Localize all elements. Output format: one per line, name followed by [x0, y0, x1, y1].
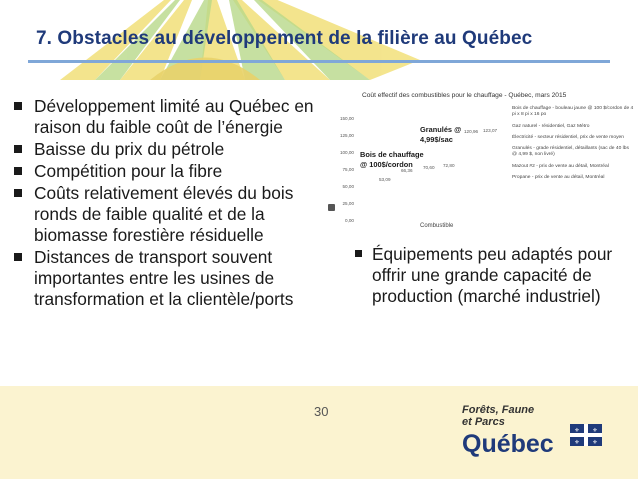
- bullet-item: Baisse du prix du pétrole: [8, 139, 318, 160]
- data-label: 123,07: [483, 128, 498, 133]
- data-label: 120,96: [464, 129, 479, 134]
- bullet-item: Distances de transport souvent importantes entre les usines de transformation et la clientèle/ports: [8, 247, 318, 310]
- y-tick-label: 25,00: [342, 201, 354, 206]
- legend-entry: Granulés - grade résidentiel, détaillants (sac de 40 lbs @ 4,99 $, non livré): [512, 146, 629, 158]
- svg-text:⚜: ⚜: [574, 427, 580, 434]
- data-label: 72,80: [443, 163, 455, 168]
- y-tick-label: 75,00: [342, 167, 354, 172]
- y-tick-label: 100,00: [339, 150, 354, 155]
- ministry-name-line2: et Parcs: [462, 416, 505, 428]
- svg-text:⚜: ⚜: [592, 427, 598, 434]
- y-tick-label: 0,00: [345, 218, 354, 223]
- title-underline: [28, 60, 610, 63]
- legend-entry: Gaz naturel - résidentiel, Gaz Métro: [512, 123, 590, 129]
- bullet-item: Coûts relativement élevés du bois ronds de faible qualité et de la biomasse forestière résiduelle: [8, 183, 318, 246]
- data-label: 53,09: [379, 177, 391, 182]
- quebec-flag-icon: [570, 424, 602, 446]
- quebec-wordmark: Québec: [462, 430, 554, 458]
- fuel-cost-chart: [322, 92, 634, 242]
- data-label: 70,60: [423, 165, 435, 170]
- page-number: 30: [314, 404, 329, 419]
- bullet-item: Équipements peu adaptés pour offrir une grande capacité de production (marché industriel): [354, 244, 614, 307]
- slide-title: 7. Obstacles au développement de la filière au Québec: [36, 28, 533, 49]
- bullet-item: Compétition pour la fibre: [8, 161, 318, 182]
- data-label: 66,36: [401, 168, 413, 173]
- svg-text:⚜: ⚜: [592, 439, 598, 446]
- y-tick-label: 50,00: [342, 184, 354, 189]
- svg-text:⚜: ⚜: [574, 439, 580, 446]
- bullet-item: Développement limité au Québec en raison du faible coût de l’énergie: [8, 96, 318, 138]
- y-tick-label: 150,00: [339, 116, 354, 121]
- legend-entry: Bois de chauffage - bouleau jaune @ 100 $/cordon de 4 pi x 8 pi x 16 po: [512, 106, 634, 118]
- chart-callout: Granulés @ 4,99$/sac: [420, 125, 462, 144]
- chart-title: Coût effectif des combustibles pour le chauffage - Québec, mars 2015: [362, 92, 567, 99]
- right-bullet-list: [354, 244, 614, 307]
- x-axis-label: Combustible: [420, 223, 454, 229]
- legend-entry: Électricité - secteur résidentiel, prix de vente moyen: [512, 134, 624, 140]
- left-bullet-list: [8, 96, 318, 311]
- chart-legend: [512, 106, 634, 186]
- legend-entry: Mazout #2 - prix de vente au détail, Montréal: [512, 163, 609, 169]
- ministry-name-line1: Forêts, Faune: [462, 404, 535, 416]
- chart-callout: Bois de chauffage @ 100$/cordon: [360, 150, 424, 169]
- chart-marker-icon: [328, 204, 335, 211]
- legend-entry: Propane - prix de vente au détail, Montréal: [512, 175, 605, 181]
- y-tick-label: 125,00: [339, 133, 354, 138]
